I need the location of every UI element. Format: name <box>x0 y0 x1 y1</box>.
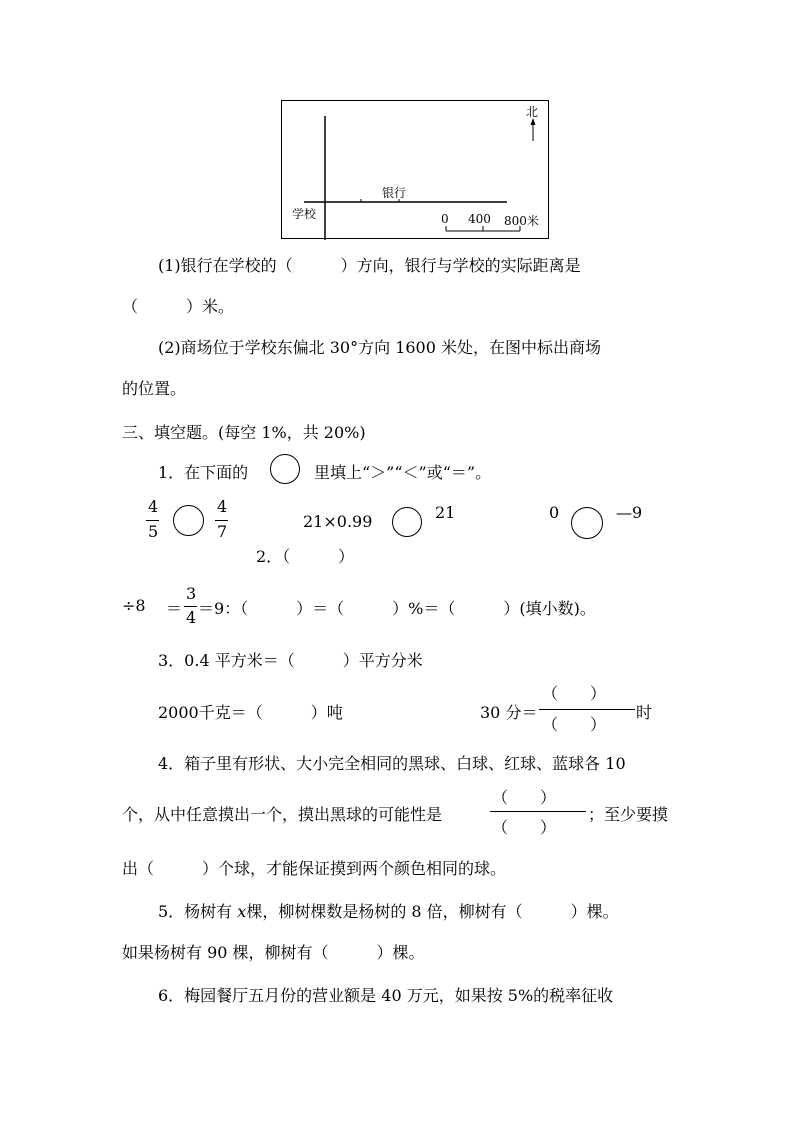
frac-num: 4 <box>148 497 159 516</box>
p1-tail: 里填上“＞”“＜”或“＝”。 <box>314 463 492 482</box>
compare-circle-c[interactable] <box>571 507 603 539</box>
q2-line1: (2)商场位于学校东偏北 30°方向 1600 米处，在图中标出商场 <box>158 338 602 357</box>
frac-bar <box>539 709 635 710</box>
p5-line1 <box>158 899 619 922</box>
p4-num: （ ） <box>492 788 557 807</box>
frac-bar <box>215 520 228 521</box>
p3-unit: 时 <box>636 703 653 722</box>
frac-num: 4 <box>217 497 228 516</box>
p4-line3: 出（ ）个球，才能保证摸到两个颜色相同的球。 <box>122 859 507 878</box>
p4-line2b: ；至少要摸 <box>588 805 669 824</box>
p3-line1: 3．0.4 平方米＝（ ）平方分米 <box>158 651 423 670</box>
p1-lead: 1．在下面的 <box>158 463 249 482</box>
frac-den: 7 <box>217 522 228 541</box>
bank-label: 银行 <box>382 186 407 200</box>
p2-rest: ＝9：（ ）＝（ ）%＝（ ）(填小数)。 <box>198 599 596 618</box>
p5-line1a: 5．杨树有 <box>158 902 238 921</box>
p1-c-right: —9 <box>616 503 643 522</box>
frac-bar <box>490 811 586 812</box>
p2-den: 4 <box>186 608 197 627</box>
p2-div: ÷8 <box>122 596 146 615</box>
frac-den: 5 <box>148 522 159 541</box>
p5-line1b: 棵，柳树棵数是杨树的 8 倍，柳树有（ ）棵。 <box>246 902 619 921</box>
p2-num: 3 <box>186 584 197 603</box>
q2-line2: 的位置。 <box>122 379 187 398</box>
p5-var: x <box>237 902 247 921</box>
p3-kg: 2000千克＝（ ）吨 <box>158 703 343 722</box>
p4-line1: 4．箱子里有形状、大小完全相同的黑球、白球、红球、蓝球各 10 <box>158 754 626 773</box>
p6-line1: 6．梅园餐厅五月份的营业额是 40 万元，如果按 5%的税率征收 <box>158 986 614 1005</box>
compare-circle-a[interactable] <box>173 505 204 536</box>
scale-0: 0 <box>441 212 449 226</box>
scale-400: 400 <box>468 212 491 226</box>
p1-b-right: 21 <box>435 503 456 522</box>
p5-line2: 如果杨树有 90 棵，柳树有（ ）棵。 <box>122 943 425 962</box>
frac-bar <box>146 520 159 521</box>
section3-heading: 三、填空题。(每空 1%，共 20%) <box>122 423 366 442</box>
q1-line1: (1)银行在学校的（ ）方向，银行与学校的实际距离是 <box>158 256 581 275</box>
map-figure <box>281 100 549 239</box>
q1-line2: （ ）米。 <box>122 297 235 316</box>
scale-800: 800米 <box>504 214 539 228</box>
north-label: 北 <box>526 105 539 119</box>
frac-bar <box>184 606 197 607</box>
p4-den: （ ） <box>492 818 557 837</box>
compare-circle-b[interactable] <box>392 507 422 537</box>
compare-circle <box>270 454 300 484</box>
p1-b-left: 21×0.99 <box>303 512 373 531</box>
p2-eq: ＝ <box>166 599 183 618</box>
p2-head: 2．（ ） <box>256 547 355 566</box>
p3-den: （ ） <box>542 715 607 734</box>
p3-min: 30 分＝ <box>480 703 538 722</box>
school-label: 学校 <box>292 207 317 221</box>
p3-num: （ ） <box>542 684 607 703</box>
p1-c-left: 0 <box>549 503 560 522</box>
p4-line2a: 个，从中任意摸出一个，摸出黑球的可能性是 <box>122 805 443 824</box>
